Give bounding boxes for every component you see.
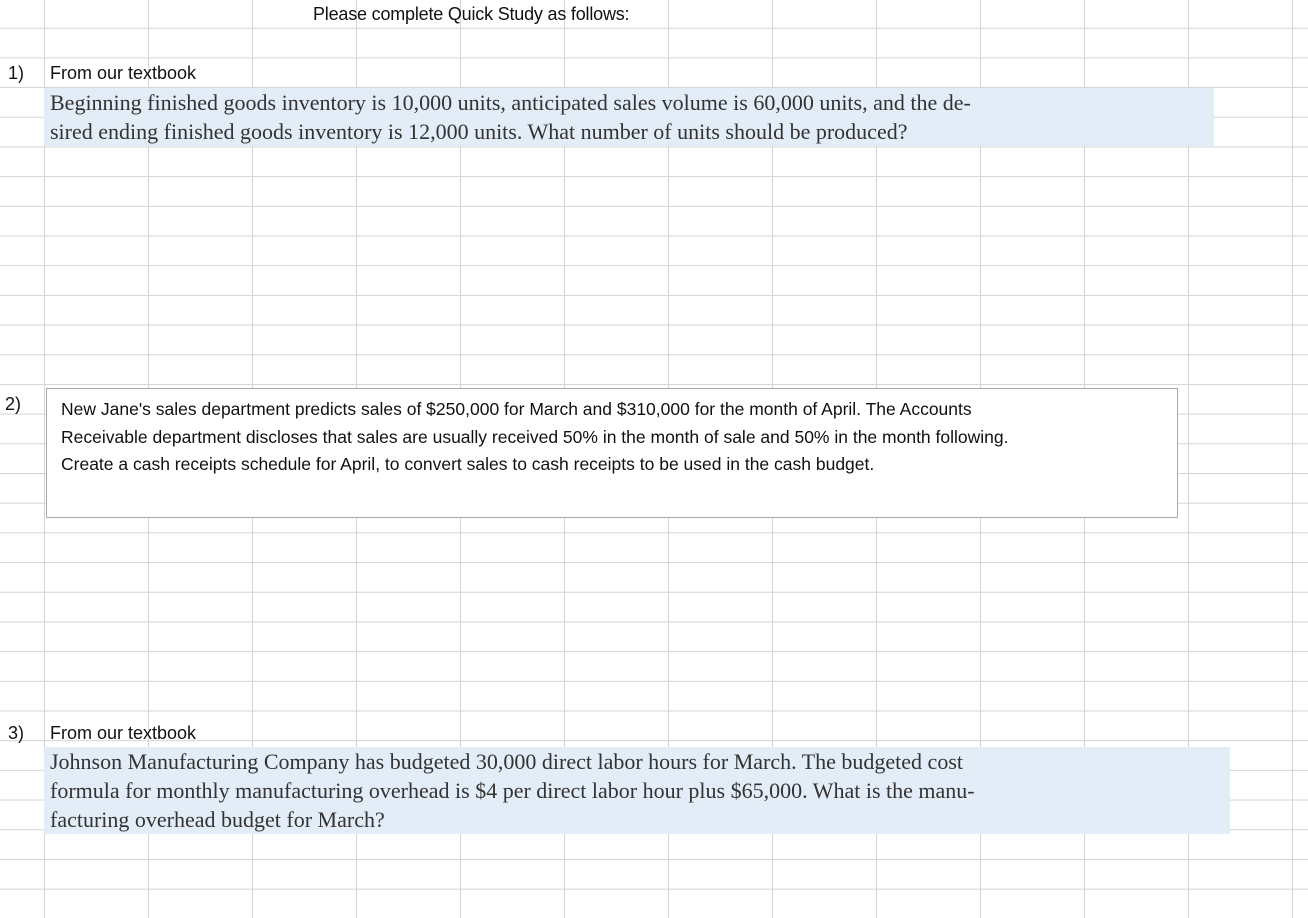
question-1-source[interactable]: From our textbook (50, 63, 197, 83)
question-1-line: sired ending finished goods inventory is 12,000 units. What number of units should be produced? (50, 119, 908, 144)
question-3-line: facturing overhead budget for March? (50, 807, 385, 832)
question-3-source[interactable]: From our textbook (50, 723, 197, 743)
sheet-title[interactable]: Please complete Quick Study as follows: (313, 4, 630, 24)
question-3-line: formula for monthly manufacturing overhead is $4 per direct labor hour plus $65,000. What is the manu- (50, 778, 975, 803)
question-1-line: Beginning finished goods inventory is 10,000 units, anticipated sales volume is 60,000 units, and the de- (50, 90, 971, 115)
question-1-image-text (44, 88, 1214, 146)
question-2-textbox[interactable] (46, 388, 1178, 518)
question-3-line: Johnson Manufacturing Company has budgeted 30,000 direct labor hours for March. The budgeted cost (50, 749, 963, 774)
question-3-image-text (44, 747, 1230, 834)
question-2-line: New Jane's sales department predicts sales of $250,000 for March and $310,000 for the month of April. The Accounts (61, 399, 972, 419)
question-2-line: Create a cash receipts schedule for April, to convert sales to cash receipts to be used in the cash budget. (61, 454, 875, 474)
question-2-line: Receivable department discloses that sales are usually received 50% in the month of sale and 50% in the month following. (61, 426, 1009, 447)
question-2-number[interactable]: 2) (5, 394, 22, 414)
question-1-number[interactable]: 1) (8, 63, 25, 83)
question-3-number[interactable]: 3) (8, 723, 25, 743)
